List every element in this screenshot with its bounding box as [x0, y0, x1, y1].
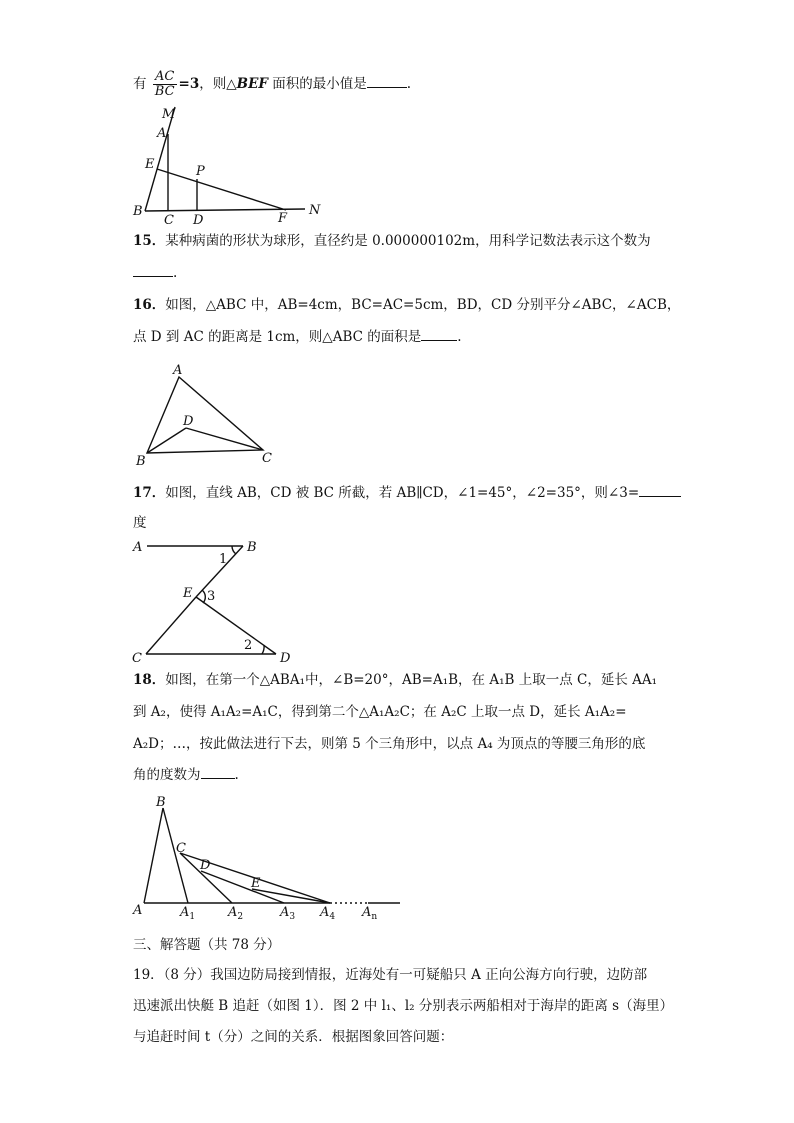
label-d: D [200, 858, 211, 873]
label-a1: $A_1$ [180, 905, 196, 922]
label-c: C [176, 841, 186, 856]
label-a4: $A_4$ [320, 905, 336, 922]
angle-3-label: 3 [207, 589, 216, 604]
label-e: E [183, 586, 193, 601]
q15-line1: 15．某种病菌的形状为球形，直径约是 0.000000102m，用科学记数法表示这个数为 [133, 233, 651, 249]
label-b: B [133, 204, 143, 219]
label-d: D [183, 414, 194, 429]
label-a3: $A_3$ [280, 905, 296, 922]
q16-line2: 点 D 到 AC 的距离是 1cm，则△ABC 的面积是 . [133, 329, 462, 345]
segment-ea4 [252, 889, 330, 903]
q18-line1: 18．如图，在第一个△ABA₁中，∠B=20°，AB=A₁B，在 A₁B 上取一点 C，延长 AA₁ [133, 672, 658, 688]
label-e: E [145, 157, 155, 172]
label-a2: $A_2$ [228, 905, 244, 922]
label-m: M [162, 107, 176, 122]
q18-line2: 到 A₂，使得 A₁A₂=A₁C，得到第二个△A₁A₂C；在 A₂C 上取一点 D，延长 A₁A₂= [133, 704, 627, 720]
label-b: B [156, 795, 166, 810]
label-n: N [309, 203, 321, 218]
q18-line4: 角的度数为 . [133, 767, 239, 783]
fraction-ac-bc: $\frac{AC}{BC}$ [154, 69, 175, 99]
q14-tail: 有 $\frac{AC}{BC}$ =3，则△BEF 面积的最小值是 . [133, 69, 412, 99]
label-c: C [164, 213, 174, 228]
section-heading: 三、解答题（共 78 分） [133, 937, 281, 953]
label-d: D [280, 651, 291, 666]
segment-ab [144, 808, 163, 903]
label-d: D [193, 213, 204, 228]
label-p: P [196, 164, 205, 179]
q19-line1: 19．（8 分）我国边防局接到情报，近海处有一可疑船只 A 正向公海方向行驶，边防部 [133, 967, 648, 983]
q17-line2: 度 [133, 515, 147, 531]
label-a: A [133, 903, 143, 918]
label-c: C [262, 451, 272, 466]
label-f: F [278, 211, 288, 226]
label-a: A [157, 126, 167, 141]
label-a: A [173, 363, 183, 378]
q19-line3: 与追赶时间 t（分）之间的关系．根据图象回答问题： [133, 1029, 454, 1045]
q17-line1: 17．如图，直线 AB，CD 被 BC 所截，若 AB∥CD，∠1=45°，∠2=35°，则∠3= [133, 484, 681, 502]
q16-line1: 16．如图，△ABC 中，AB=4cm，BC=AC=5cm，BD，CD 分别平分∠ABC，∠ACB， [133, 297, 681, 313]
q19-line2: 迅速派出快艇 B 追赶（如图 1）．图 2 中 l₁、l₂ 分别表示两船相对于海岸的距离 s（海里） [133, 998, 674, 1014]
q15-line2: . [133, 264, 177, 282]
segment-da3 [201, 871, 284, 903]
angle-1-label: 1 [219, 552, 228, 567]
label-c: C [132, 651, 142, 666]
label-b: B [136, 454, 146, 469]
angle-2-label: 2 [244, 638, 253, 653]
label-a: A [133, 540, 143, 555]
label-b: B [247, 540, 257, 555]
q18-line3: A₂D；…，按此做法进行下去，则第 5 个三角形中，以点 A₄ 为顶点的等腰三角形的底 [133, 736, 646, 752]
label-e: E [251, 876, 261, 891]
label-an: $A_n$ [362, 905, 378, 922]
